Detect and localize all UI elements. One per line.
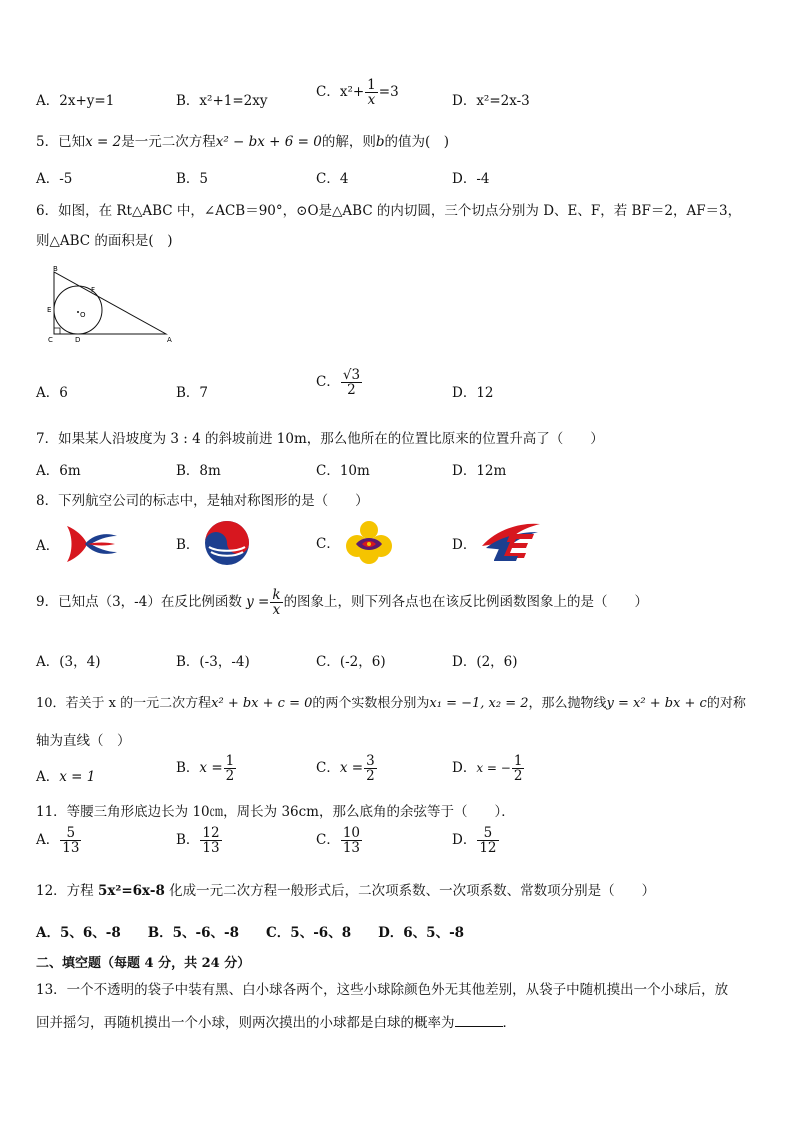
q5-stem-mid2: 的解，则 bbox=[321, 134, 376, 150]
frac-num: k bbox=[272, 587, 281, 603]
q13-stem-line1: 13．一个不透明的袋子中装有黑、白小球各两个，这些小球除颜色外无其他差别，从袋子中随机摸出一个小球后，放 bbox=[36, 982, 729, 998]
frac-num: 3 bbox=[366, 753, 375, 769]
q5-stem-post: 的值为( ) bbox=[384, 134, 450, 150]
q11-option-d-fraction bbox=[477, 826, 498, 855]
frac-num: 12 bbox=[202, 825, 220, 841]
q9-option-a: A．(3，4) bbox=[36, 654, 101, 670]
label-c: C bbox=[48, 336, 53, 344]
q6-option-c-fraction bbox=[341, 368, 362, 397]
frac-den: 2 bbox=[347, 382, 356, 399]
q8-option-a-label: A． bbox=[36, 538, 60, 554]
q10-option-c bbox=[316, 754, 378, 783]
triangle-abc bbox=[54, 272, 166, 334]
label-b: B bbox=[53, 265, 58, 273]
label-a: A bbox=[167, 336, 172, 344]
q4-option-d: D．x²=2x-3 bbox=[452, 93, 530, 109]
section-2-title: 二、填空题（每题 4 分，共 24 分） bbox=[36, 956, 251, 971]
q11-option-d bbox=[452, 826, 500, 855]
q6-option-c bbox=[316, 368, 363, 397]
frac-den: 12 bbox=[479, 840, 497, 857]
q12-eq: 5x²=6x-8 bbox=[97, 883, 165, 899]
q11-option-a-label: A． bbox=[36, 832, 60, 849]
q9-stem bbox=[36, 588, 648, 617]
q7-option-b: B．8m bbox=[176, 463, 221, 479]
label-f: F bbox=[91, 286, 96, 294]
q10-roots: x₁ = −1, x₂ = 2 bbox=[429, 696, 529, 711]
q10-parabola: y = x² + bx + c bbox=[606, 696, 707, 711]
q11-option-b-fraction bbox=[200, 826, 221, 855]
q4-option-c-fraction bbox=[365, 78, 378, 107]
thai-airways-logo-icon bbox=[344, 518, 394, 566]
q10-stem-mid2: ，那么抛物线 bbox=[528, 696, 607, 711]
q9-option-d: D．(2，6) bbox=[452, 654, 518, 670]
q6-option-b: B．7 bbox=[176, 385, 209, 401]
china-eastern-logo-icon bbox=[63, 522, 119, 566]
q8-option-a bbox=[36, 522, 119, 566]
q9-y: y = bbox=[246, 594, 270, 611]
q13-stem-line2-post: ． bbox=[502, 1015, 516, 1031]
label-o: O bbox=[80, 311, 86, 319]
q11-option-a-fraction bbox=[60, 826, 81, 855]
q5-option-c: C．4 bbox=[316, 171, 349, 187]
q8-option-c-label: C． bbox=[316, 536, 340, 552]
frac-den: 2 bbox=[225, 768, 235, 785]
q13-stem-line2-pre: 回并摇匀，再随机摸出一个小球，则两次摸出的小球都是白球的概率为 bbox=[36, 1015, 455, 1031]
q10-option-d-fraction bbox=[512, 754, 525, 783]
q6-option-a: A．6 bbox=[36, 385, 68, 401]
q10-option-b-label: B． bbox=[176, 760, 200, 777]
q5-option-d: D．-4 bbox=[452, 171, 490, 187]
frac-den: 13 bbox=[202, 840, 220, 857]
center-dot bbox=[77, 311, 79, 313]
frac-num: 1 bbox=[513, 753, 523, 769]
q10-option-b-fraction bbox=[224, 754, 237, 783]
q9-option-b: B．(-3，-4) bbox=[176, 654, 250, 670]
q11-option-d-label: D． bbox=[452, 832, 477, 849]
frac-num: 1 bbox=[225, 753, 235, 769]
q13-stem-line2 bbox=[36, 1011, 516, 1031]
q5-stem-pre: 5．已知 bbox=[36, 134, 86, 150]
q11-option-b-label: B． bbox=[176, 832, 200, 849]
q11-option-b bbox=[176, 826, 223, 855]
q10-option-c-label: C． bbox=[316, 760, 340, 777]
q4-option-c-label: C．x²+ bbox=[316, 84, 365, 101]
frac-den: 13 bbox=[62, 840, 80, 857]
label-d: D bbox=[75, 336, 81, 344]
q5-stem bbox=[36, 130, 449, 150]
q4-option-c bbox=[316, 78, 399, 107]
q13-answer-blank[interactable] bbox=[455, 1026, 503, 1027]
frac-num: 5 bbox=[60, 826, 81, 841]
q10-stem-pre: 10．若关于 x 的一元二次方程 bbox=[36, 696, 212, 711]
q5-option-b: B．5 bbox=[176, 171, 209, 187]
label-e: E bbox=[47, 306, 52, 314]
q8-option-d-label: D． bbox=[452, 537, 477, 553]
q10-option-c-fraction bbox=[364, 754, 377, 783]
q7-stem: 7．如果某人沿坡度为 3 : 4 的斜坡前进 10m，那么他所在的位置比原来的位置升高了（ ） bbox=[36, 431, 604, 447]
q12-stem bbox=[36, 879, 655, 899]
q11-stem: 11．等腰三角形底边长为 10㎝，周长为 36cm，那么底角的余弦等于（ ）． bbox=[36, 804, 515, 820]
korean-air-logo-icon bbox=[203, 519, 251, 567]
q5-b: b bbox=[375, 134, 385, 150]
frac-den: x bbox=[272, 602, 281, 619]
q10-option-a-label: A． bbox=[36, 769, 60, 785]
q4-option-c-tail: =3 bbox=[378, 84, 399, 101]
q10-stem-line2: 轴为直线（ ） bbox=[36, 733, 131, 749]
frac-num: √3 bbox=[342, 367, 361, 383]
q5-eq1: x = 2 bbox=[85, 134, 122, 150]
q9-option-c: C．(-2，6) bbox=[316, 654, 386, 670]
q4-option-b: B．x²+1=2xy bbox=[176, 93, 268, 109]
frac-den: 13 bbox=[342, 840, 361, 857]
q10-option-d-label: D． bbox=[452, 760, 477, 777]
frac-num: 5 bbox=[477, 826, 498, 841]
q5-option-a: A．-5 bbox=[36, 171, 73, 187]
q12-stem-pre: 12．方程 bbox=[36, 883, 98, 899]
q8-option-b-label: B． bbox=[176, 537, 200, 553]
q10-option-a bbox=[36, 765, 95, 785]
q11-option-c-label: C． bbox=[316, 832, 340, 849]
q9-stem-pre: 9．已知点（3，-4）在反比例函数 bbox=[36, 594, 242, 611]
q5-stem-mid: 是一元二次方程 bbox=[121, 134, 216, 150]
q11-option-a bbox=[36, 826, 82, 855]
q5-eq2: x² − bx + 6 = 0 bbox=[215, 134, 322, 150]
frac-num: 1 bbox=[367, 77, 376, 93]
q8-stem: 8．下列航空公司的标志中，是轴对称图形的是（ ） bbox=[36, 493, 369, 509]
q6-option-c-label: C． bbox=[316, 374, 340, 391]
frac-den: 2 bbox=[513, 768, 523, 785]
right-angle-mark bbox=[54, 328, 60, 334]
q8-option-b bbox=[176, 519, 251, 567]
q11-option-c bbox=[316, 826, 363, 855]
q10-option-a-eq: x = 1 bbox=[59, 769, 96, 785]
q10-option-b bbox=[176, 754, 237, 783]
q12-options: A．5、6、-8 B．5、-6、-8 C．5、-6、8 D．6、5、-8 bbox=[36, 925, 465, 941]
q10-stem-mid: 的两个实数根分别为 bbox=[312, 696, 430, 711]
q6-triangle-figure bbox=[40, 262, 180, 346]
q6-option-d: D．12 bbox=[452, 385, 494, 401]
q10-eq: x² + bx + c = 0 bbox=[211, 696, 313, 711]
frac-num: 10 bbox=[342, 825, 361, 841]
q9-fraction bbox=[270, 588, 282, 617]
q6-stem-line1: 6．如图，在 Rt△ABC 中，∠ACB＝90°，⊙O是△ABC 的内切圆，三个切点分别为 D、E、F，若 BF＝2，AF＝3， bbox=[36, 203, 742, 219]
q10-stem-post: 的对称 bbox=[706, 696, 746, 711]
q10-option-d-eq: x = − bbox=[476, 761, 511, 776]
q9-stem-post: 的图象上，则下列各点也在该反比例函数图象上的是（ ） bbox=[283, 594, 649, 611]
q10-stem-line1 bbox=[36, 692, 746, 711]
q7-option-d: D．12m bbox=[452, 463, 507, 479]
q11-option-c-fraction bbox=[341, 826, 362, 855]
q10-option-d bbox=[452, 754, 525, 783]
malaysia-airlines-logo-icon bbox=[480, 520, 542, 566]
frac-den: 2 bbox=[366, 768, 375, 785]
q4-option-a: A．2x+y=1 bbox=[36, 93, 115, 109]
q10-option-b-eq: x = bbox=[199, 760, 223, 777]
q6-stem-line2: 则△ABC 的面积是( ) bbox=[36, 233, 173, 249]
frac-den: x bbox=[367, 92, 376, 109]
q8-option-d bbox=[452, 520, 542, 566]
q10-option-c-eq: x = bbox=[339, 760, 364, 777]
q7-option-c: C．10m bbox=[316, 463, 370, 479]
q8-option-c bbox=[316, 518, 394, 566]
q7-option-a: A．6m bbox=[36, 463, 81, 479]
q12-stem-post: 化成一元二次方程一般形式后，二次项系数、一次项系数、常数项分别是（ ） bbox=[164, 883, 656, 899]
